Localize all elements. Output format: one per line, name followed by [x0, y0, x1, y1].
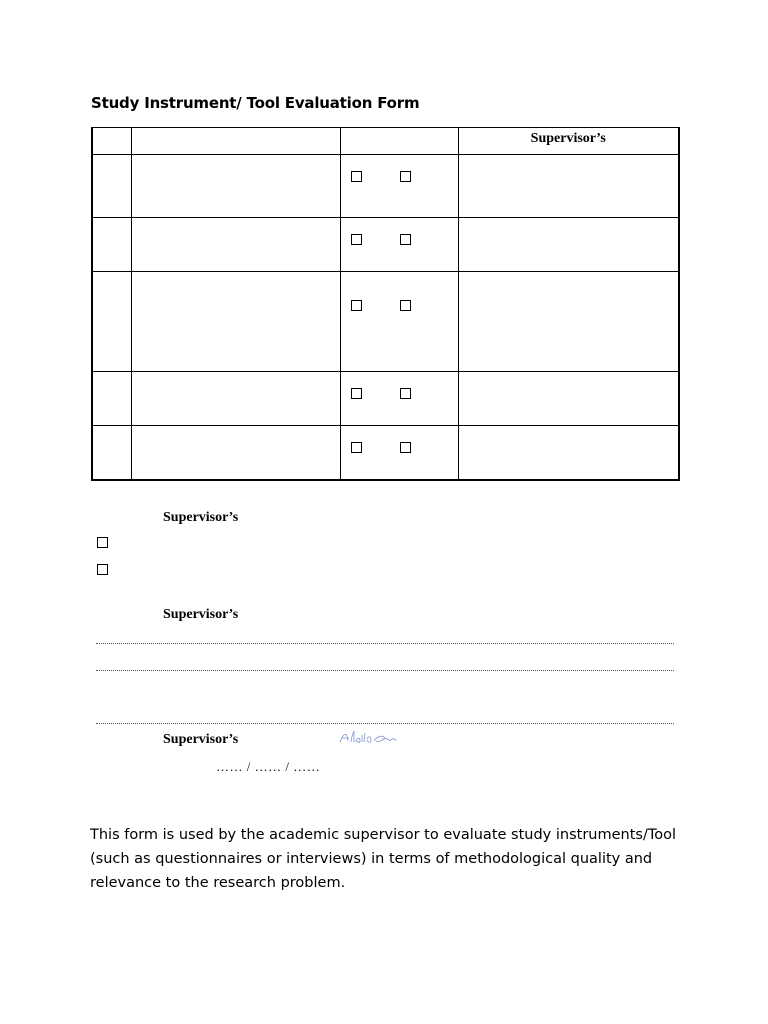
checkbox-yes[interactable]	[351, 442, 362, 453]
table-row	[92, 155, 679, 218]
criterion-cell	[131, 218, 340, 272]
checkbox-no[interactable]	[400, 388, 411, 399]
checkbox-no[interactable]	[400, 300, 411, 311]
row-number-cell	[92, 272, 131, 372]
decision-checkbox-2[interactable]	[97, 564, 108, 575]
table-row	[92, 218, 679, 272]
date-field[interactable]: …… / …… / ……	[216, 759, 321, 774]
rating-cell	[340, 272, 458, 372]
row-number-cell	[92, 372, 131, 426]
form-description: This form is used by the academic supervisor to evaluate study instruments/Tool (such as questionnaires or interviews) in terms of methodological quality and relevance to the research problem.	[90, 827, 676, 891]
supervisor-comment-cell[interactable]	[458, 426, 679, 480]
comment-line-2[interactable]	[96, 670, 674, 671]
table-header-row	[92, 128, 679, 155]
supervisor-comment-cell[interactable]	[458, 218, 679, 272]
rating-cell	[340, 155, 458, 218]
checkbox-yes[interactable]	[351, 234, 362, 245]
supervisor-comment-cell[interactable]	[458, 155, 679, 218]
decision-checkbox-1[interactable]	[97, 537, 108, 548]
row-number-cell	[92, 426, 131, 480]
supervisor-comment-cell[interactable]	[458, 372, 679, 426]
criterion-cell	[131, 372, 340, 426]
checkbox-no[interactable]	[400, 171, 411, 182]
table-row	[92, 372, 679, 426]
form-title: Study Instrument/ Tool Evaluation Form	[91, 94, 420, 112]
comment-line-1[interactable]	[96, 643, 674, 644]
criterion-cell	[131, 272, 340, 372]
rating-cell	[340, 372, 458, 426]
row-number-cell	[92, 155, 131, 218]
table-row	[92, 426, 679, 480]
checkbox-no[interactable]	[400, 442, 411, 453]
header-cell-supervisor: Supervisor’s	[458, 128, 679, 155]
evaluation-table	[91, 127, 680, 481]
rating-cell	[340, 218, 458, 272]
checkbox-yes[interactable]	[351, 171, 362, 182]
checkbox-yes[interactable]	[351, 388, 362, 399]
rating-cell	[340, 426, 458, 480]
header-cell-criterion	[131, 128, 340, 155]
signature-image	[338, 729, 398, 752]
supervisor-comment-cell[interactable]	[458, 272, 679, 372]
header-cell-number	[92, 128, 131, 155]
checkbox-no[interactable]	[400, 234, 411, 245]
criterion-cell	[131, 426, 340, 480]
supervisor-comments-label: Supervisor’s	[163, 607, 239, 622]
table-row	[92, 272, 679, 372]
checkbox-yes[interactable]	[351, 300, 362, 311]
row-number-cell	[92, 218, 131, 272]
criterion-cell	[131, 155, 340, 218]
supervisor-signature-label: Supervisor’s	[163, 732, 239, 747]
comment-line-3[interactable]	[96, 723, 674, 724]
supervisor-decision-label: Supervisor’s	[163, 510, 239, 525]
header-cell-rating	[340, 128, 458, 155]
